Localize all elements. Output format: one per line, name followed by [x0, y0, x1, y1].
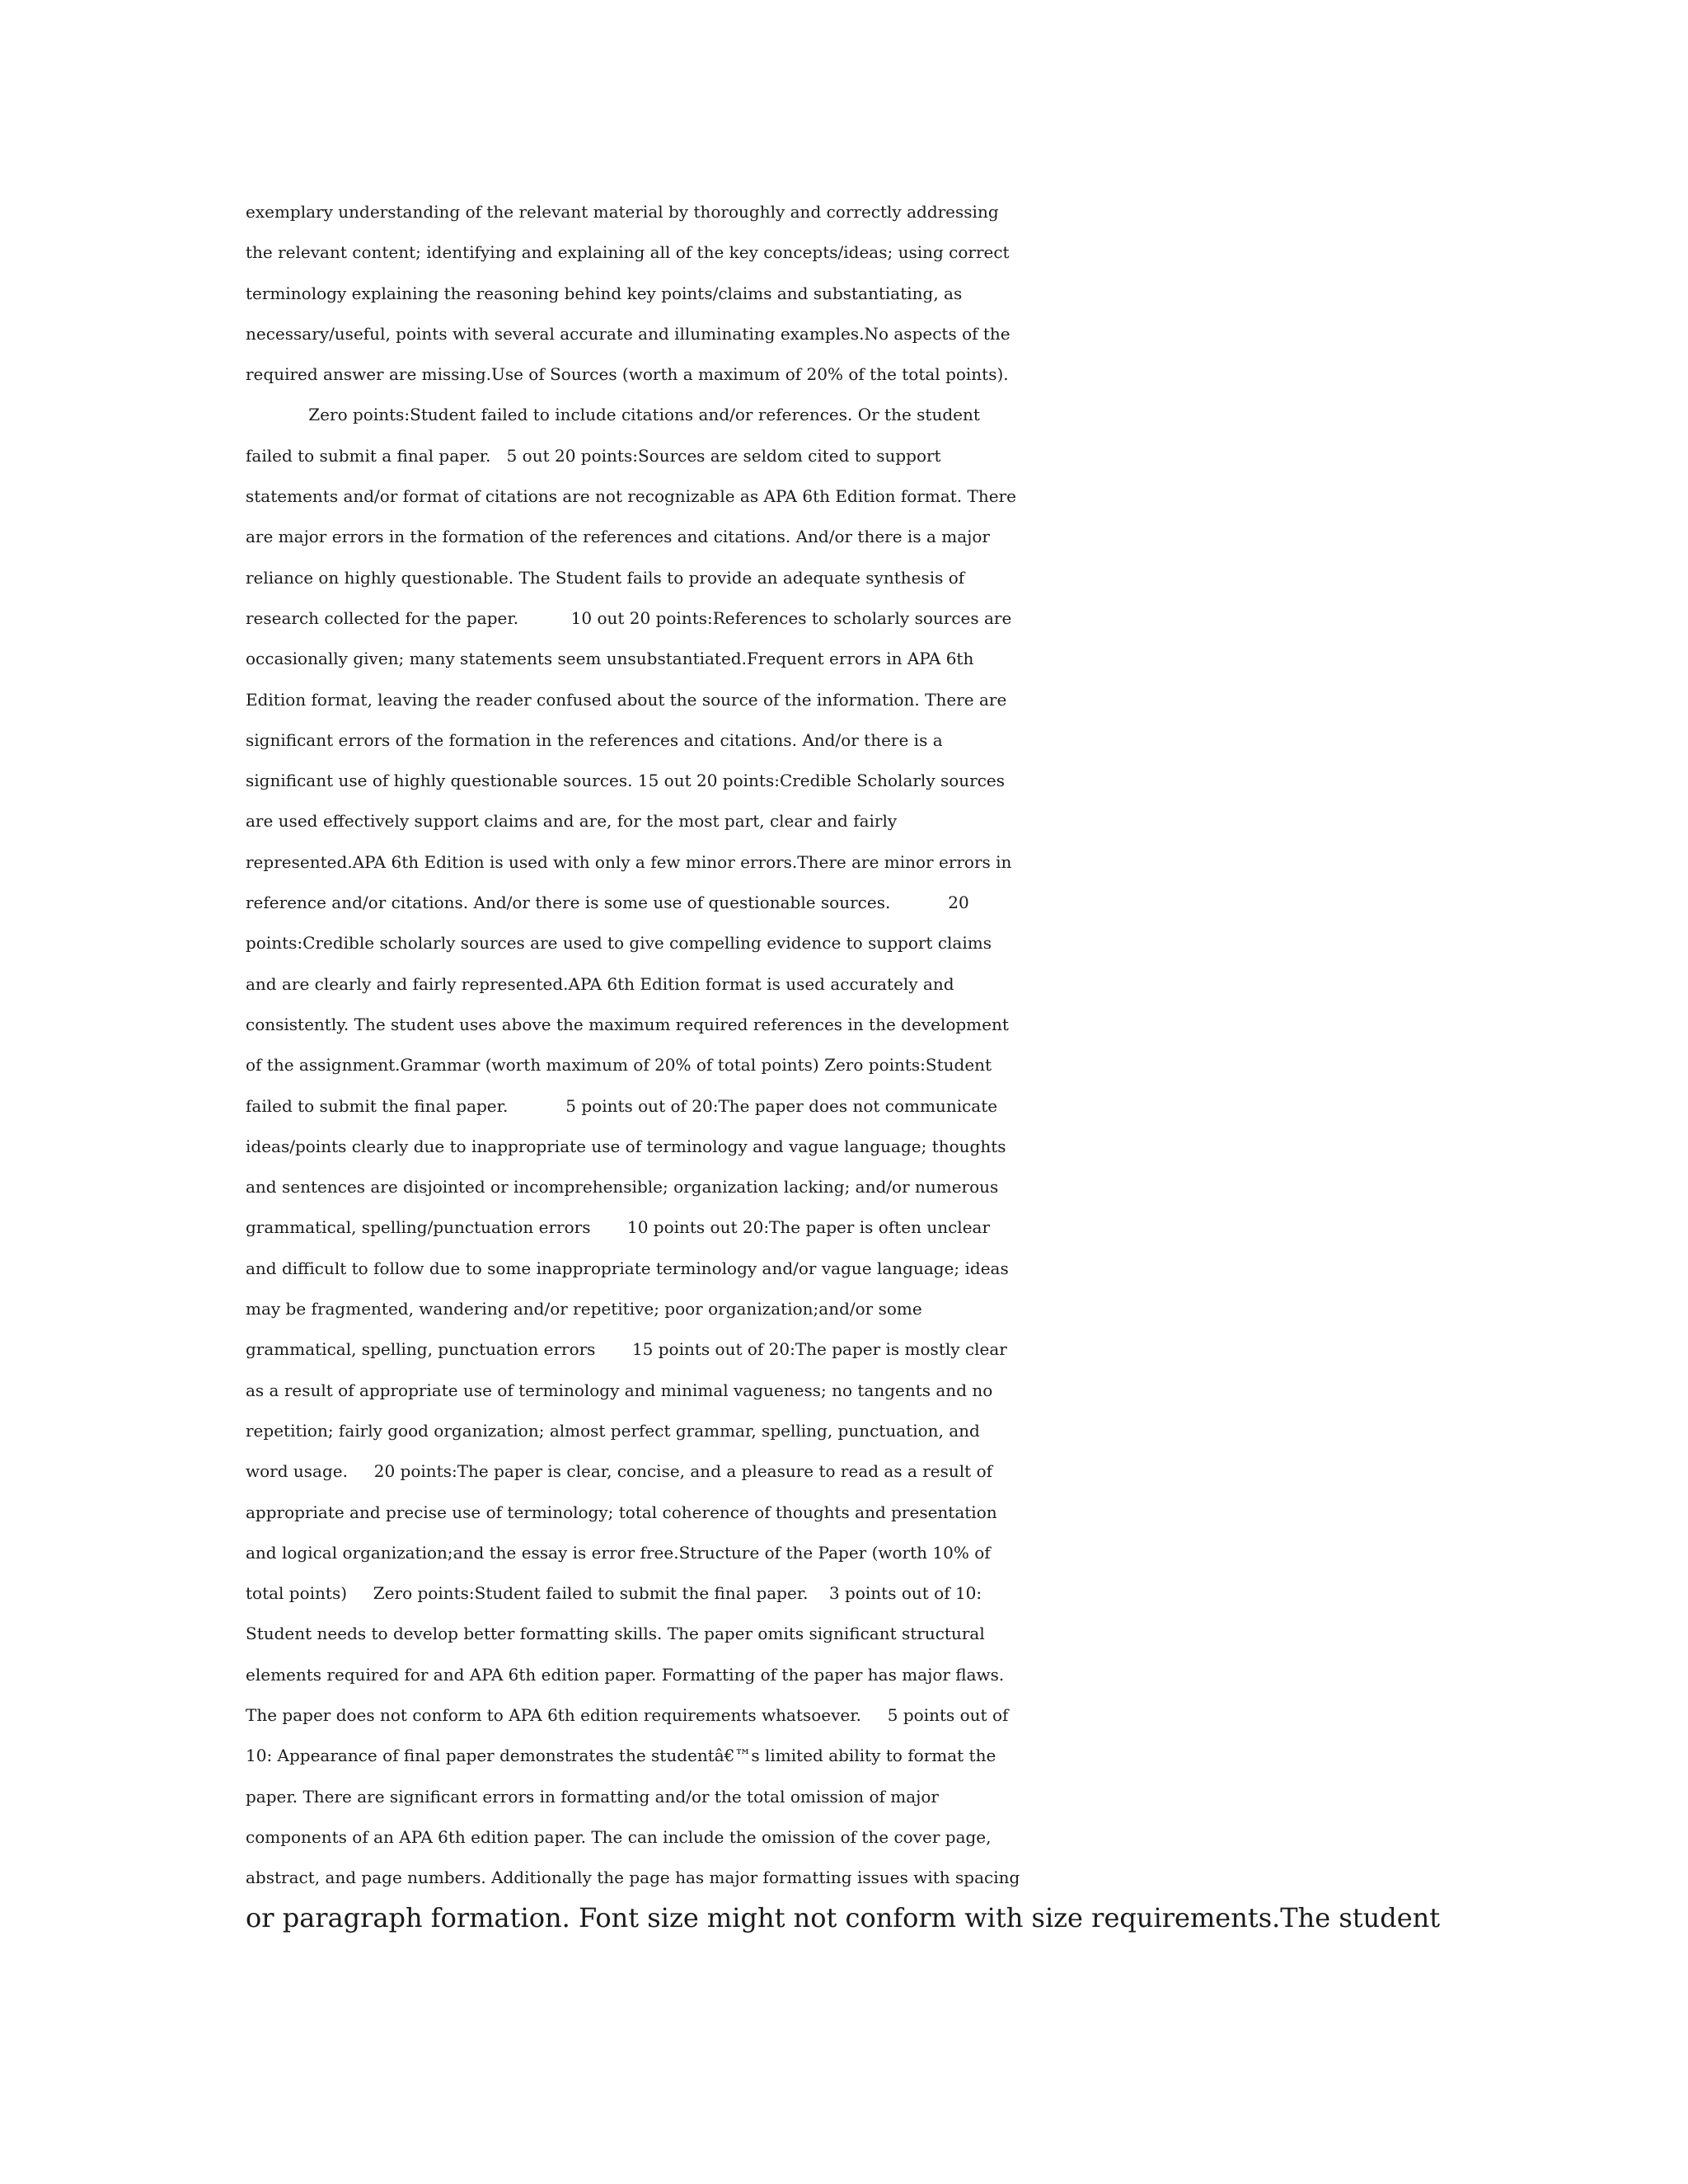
text-line: the relevant content; identifying and explaining all of the key concepts/ideas; using correct	[246, 242, 1010, 263]
text-line: are used effectively support claims and are, for the most part, clear and fairly	[246, 811, 898, 832]
text-line: are major errors in the formation of the references and citations. And/or there is a major	[246, 527, 990, 547]
text-line: represented.APA 6th Edition is used with only a few minor errors.There are minor errors in	[246, 851, 1012, 872]
text-line: research collected for the paper. 10 out 20 points:References to scholarly sources are	[246, 607, 1012, 628]
text-line: The paper does not conform to APA 6th edition requirements whatsoever. 5 points out of	[246, 1704, 1009, 1725]
text-line: occasionally given; many statements seem unsubstantiated.Frequent errors in APA 6th	[246, 649, 974, 669]
text-line: paper. There are significant errors in formatting and/or the total omission of major	[246, 1786, 939, 1807]
text-line: components of an APA 6th edition paper. The can include the omission of the cover page,	[246, 1826, 992, 1847]
text-line: required answer are missing.Use of Sources (worth a maximum of 20% of the total points).	[246, 364, 1009, 385]
text-line: may be fragmented, wandering and/or repetitive; poor organization;and/or some	[246, 1299, 922, 1319]
text-line: and logical organization;and the essay is error free.Structure of the Paper (worth 10% of	[246, 1542, 991, 1563]
text-line: total points) Zero points:Student failed to submit the final paper. 3 points out of 10:	[246, 1583, 982, 1604]
text-line: significant use of highly questionable sources. 15 out 20 points:Credible Scholarly sources	[246, 771, 1006, 791]
text-line: and sentences are disjointed or incomprehensible; organization lacking; and/or numerous	[246, 1177, 999, 1197]
text-line: repetition; fairly good organization; almost perfect grammar, spelling, punctuation, and	[246, 1420, 980, 1441]
text-line: ideas/points clearly due to inappropriate use of terminology and vague language; thoughts	[246, 1136, 1006, 1156]
text-line: and difficult to follow due to some inappropriate terminology and/or vague language; ideas	[246, 1258, 1009, 1278]
text-line: terminology explaining the reasoning behind key points/claims and substantiating, as	[246, 283, 963, 303]
text-line: necessary/useful, points with several accurate and illuminating examples.No aspects of the	[246, 323, 1010, 344]
text-line: points:Credible scholarly sources are used to give compelling evidence to support claims	[246, 933, 992, 954]
text-line: Edition format, leaving the reader confused about the source of the information. There are	[246, 689, 1007, 710]
text-line: grammatical, spelling, punctuation errors 15 points out of 20:The paper is mostly clear	[246, 1339, 1007, 1360]
text-line: reference and/or citations. And/or there is some use of questionable sources. 20	[246, 893, 969, 913]
text-line: of the assignment.Grammar (worth maximum of 20% of total points) Zero points:Student	[246, 1055, 992, 1076]
text-line: grammatical, spelling/punctuation errors 10 points out 20:The paper is often unclear	[246, 1217, 991, 1238]
text-line: word usage. 20 points:The paper is clear, concise, and a pleasure to read as a result of	[246, 1461, 993, 1482]
text-line: 10: Appearance of final paper demonstrates the studentâ€™s limited ability to format the	[246, 1746, 996, 1766]
text-line: failed to submit a final paper. 5 out 20 points:Sources are seldom cited to support	[246, 445, 941, 466]
text-line: and are clearly and fairly represented.APA 6th Edition format is used accurately and	[246, 973, 954, 994]
text-line: or paragraph formation. Font size might not conform with size requirements.The student	[246, 1902, 1441, 1934]
text-line: exemplary understanding of the relevant material by thoroughly and correctly addressing	[246, 202, 999, 222]
text-line: consistently. The student uses above the maximum required references in the development	[246, 1014, 1009, 1034]
text-line: statements and/or format of citations are not recognizable as APA 6th Edition format. There	[246, 486, 1016, 507]
text-line: reliance on highly questionable. The Student fails to provide an adequate synthesis of	[246, 567, 965, 588]
text-line: failed to submit the final paper. 5 points out of 20:The paper does not communicate	[246, 1095, 998, 1116]
text-line: appropriate and precise use of terminology; total coherence of thoughts and presentation	[246, 1502, 997, 1522]
text-line: elements required for and APA 6th edition paper. Formatting of the paper has major flaws.	[246, 1664, 1005, 1685]
text-line: Student needs to develop better formatting skills. The paper omits significant structural	[246, 1624, 985, 1644]
text-line: Zero points:Student failed to include citations and/or references. Or the student	[246, 405, 980, 425]
text-line: abstract, and page numbers. Additionally the page has major formatting issues with spacing	[246, 1868, 1020, 1888]
body-text	[246, 192, 1440, 1939]
text-line: significant errors of the formation in the references and citations. And/or there is a	[246, 729, 943, 750]
text-line: as a result of appropriate use of terminology and minimal vagueness; no tangents and no	[246, 1380, 993, 1400]
